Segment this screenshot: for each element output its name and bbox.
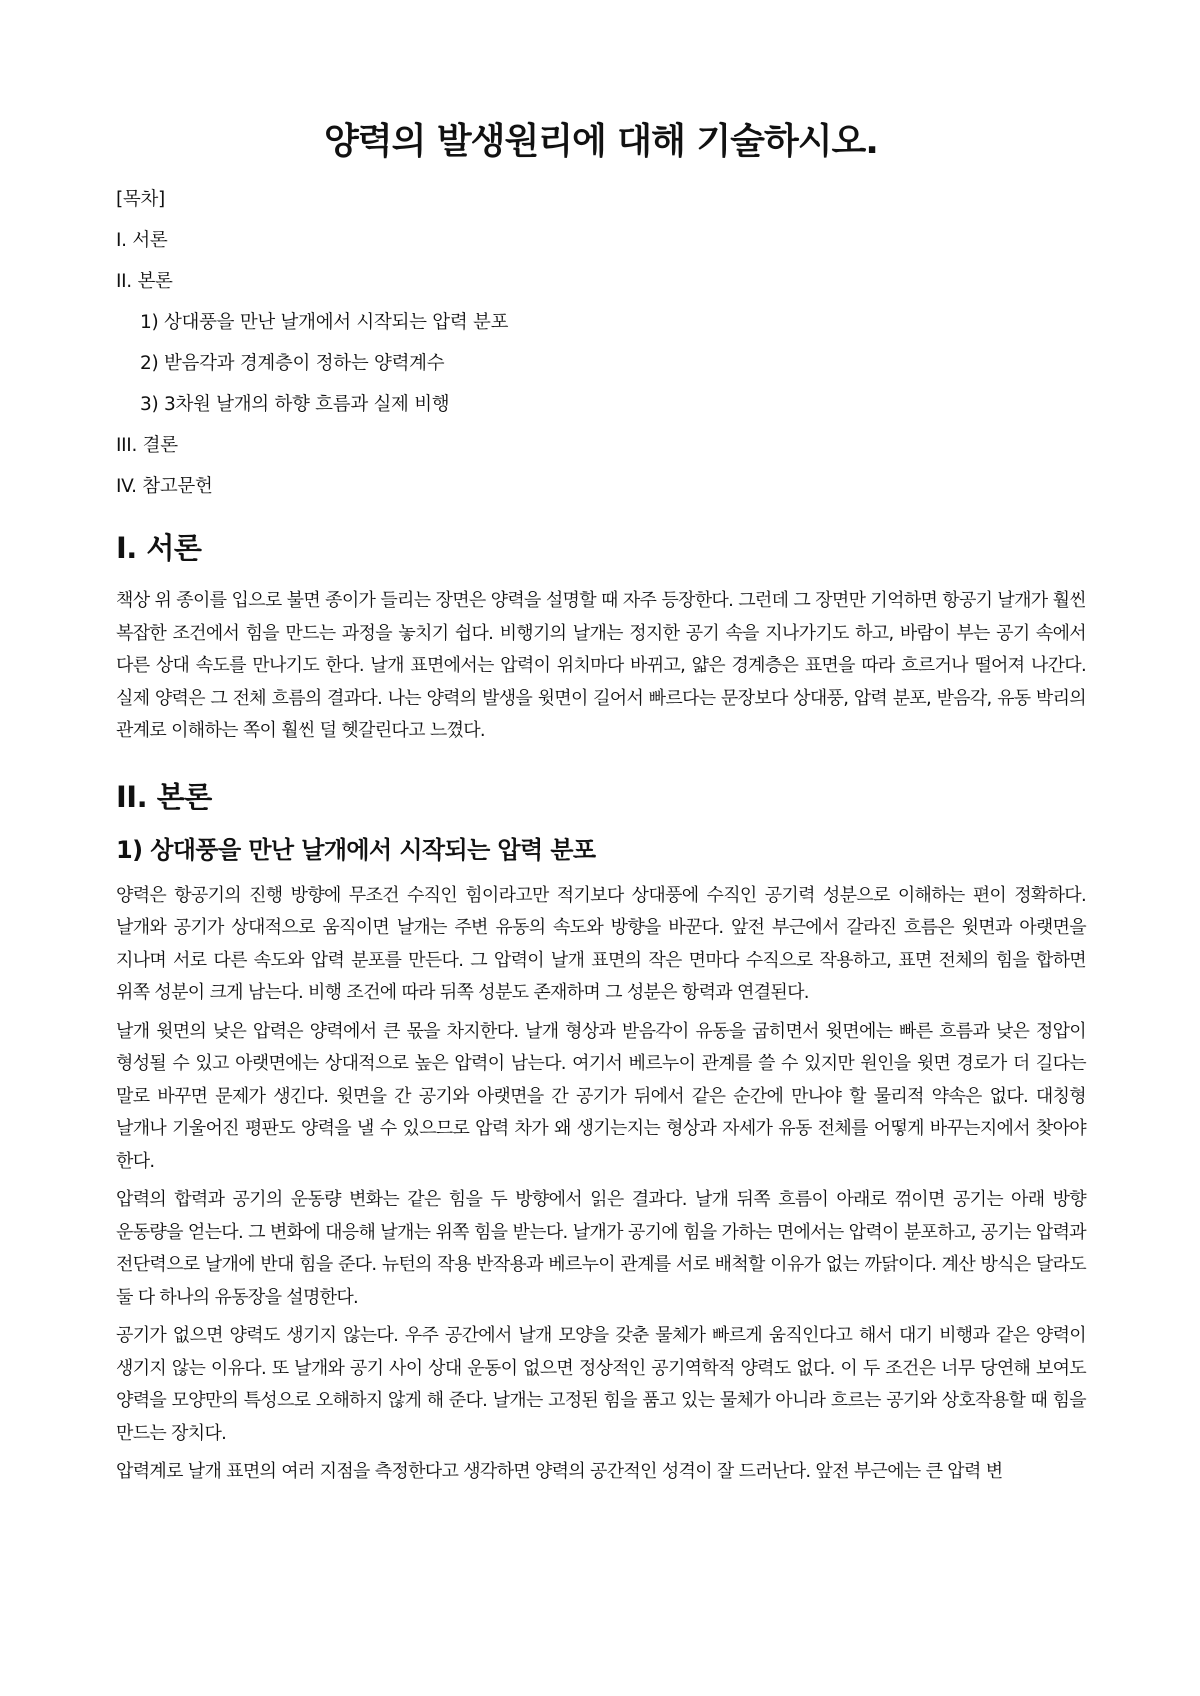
section-heading: I. 서론 [116, 531, 202, 565]
toc-subitem: 1) 상대풍을 만난 날개에서 시작되는 압력 분포 [140, 312, 509, 333]
paragraph: 날개 윗면의 낮은 압력은 양력에서 큰 몫을 차지한다. 날개 형상과 받음각이 유동을 굽히면서 윗면에는 빠른 흐름과 낮은 정압이 형성될 수 있고 아랫면에는 상대적으로 높은 압력이 남는다. 여기서 베르누이 관계를 쓸 수 있지만 원인을 윗면 경로가 더 길다는 말로 바꾸면 문제가 생긴다. 윗면을 간 공기와 아랫면을 간 공기가 뒤에서 같은 순간에 만나야 할 물리적 약속은 없다. 대칭형 날개나 기울어진 평판도 양력을 낼 수 있으므로 압력 차가 왜 생기는지는 형상과 자세가 유동 전체를 어떻게 바꾸는지에서 찾아야 한다. [116, 1020, 1086, 1172]
body-section [116, 778, 1086, 1489]
section-heading: II. 본론 [116, 779, 212, 814]
toc-item: IV. 참고문헌 [116, 476, 213, 497]
toc-item: I. 서론 [116, 230, 168, 251]
subsection-heading: 1) 상대풍을 만난 날개에서 시작되는 압력 분포 [116, 835, 596, 864]
paragraph: 압력의 합력과 공기의 운동량 변화는 같은 힘을 두 방향에서 읽은 결과다. 날개 뒤쪽 흐름이 아래로 꺾이면 공기는 아래 방향 운동량을 얻는다. 그 변화에 대응해 날개는 위쪽 힘을 받는다. 날개가 공기에 힘을 가하는 면에서는 압력이 분포하고, 공기는 압력과 전단력으로 날개에 반대 힘을 준다. 뉴턴의 작용 반작용과 베르누이 관계를 서로 배척할 이유가 없는 까닭이다. 계산 방식은 달라도 둘 다 하나의 유동장을 설명한다. [116, 1189, 1086, 1308]
intro-section [116, 529, 1086, 748]
toc-subitem: 2) 받음각과 경계층이 정하는 양력계수 [140, 353, 445, 374]
toc-item: III. 결론 [116, 435, 178, 456]
table-of-contents [116, 188, 1086, 499]
paragraph: 양력은 항공기의 진행 방향에 무조건 수직인 힘이라고만 적기보다 상대풍에 수직인 공기력 성분으로 이해하는 편이 정확하다. 날개와 공기가 상대적으로 움직이면 날개는 주변 유동의 속도와 방향을 바꾼다. 앞전 부근에서 갈라진 흐름은 윗면과 아랫면을 지나며 서로 다른 속도와 압력 분포를 만든다. 그 압력이 날개 표면의 작은 면마다 수직으로 작용하고, 표면 전체의 힘을 합하면 위쪽 성분이 크게 남는다. 비행 조건에 따라 뒤쪽 성분도 존재하며 그 성분은 항력과 연결된다. [116, 884, 1086, 1003]
document-title: 양력의 발생원리에 대해 기술하시오. [324, 121, 878, 162]
paragraph: 책상 위 종이를 입으로 불면 종이가 들리는 장면은 양력을 설명할 때 자주 등장한다. 그런데 그 장면만 기억하면 항공기 날개가 훨씬 복잡한 조건에서 힘을 만드는 과정을 놓치기 쉽다. 비행기의 날개는 정지한 공기 속을 지나가기도 하고, 바람이 부는 공기 속에서 다른 상대 속도를 만나기도 한다. 날개 표면에서는 압력이 위치마다 바뀌고, 얇은 경계층은 표면을 따라 흐르거나 떨어져 나간다. 실제 양력은 그 전체 흐름의 결과다. 나는 양력의 발생을 윗면이 길어서 빠르다는 문장보다 상대풍, 압력 분포, 받음각, 유동 박리의 관계로 이해하는 쪽이 훨씬 덜 헷갈린다고 느꼈다. [116, 590, 1086, 741]
document-page [116, 118, 1086, 1495]
toc-subitem: 3) 3차원 날개의 하향 흐름과 실제 비행 [140, 394, 450, 415]
paragraph: 공기가 없으면 양력도 생기지 않는다. 우주 공간에서 날개 모양을 갖춘 물체가 빠르게 움직인다고 해서 대기 비행과 같은 양력이 생기지 않는 이유다. 또 날개와 공기 사이 상대 운동이 없으면 정상적인 공기역학적 양력도 없다. 이 두 조건은 너무 당연해 보여도 양력을 모양만의 특성으로 오해하지 않게 해 준다. 날개는 고정된 힘을 품고 있는 물체가 아니라 흐르는 공기와 상호작용할 때 힘을 만드는 장치다. [116, 1325, 1086, 1444]
paragraph: 압력계로 날개 표면의 여러 지점을 측정한다고 생각하면 양력의 공간적인 성격이 잘 드러난다. 앞전 부근에는 큰 압력 변 [116, 1461, 1003, 1482]
toc-item: II. 본론 [116, 271, 173, 292]
toc-heading: [목차] [116, 189, 165, 210]
